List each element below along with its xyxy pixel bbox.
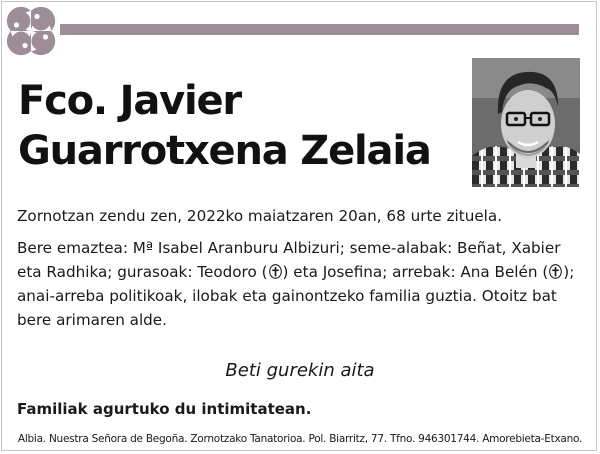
funeral-address: Albia. Nuestra Señora de Begoña. Zornotzako Tanatorioa. Pol. Biarritz, 77. Tfno. 946301744. Amorebieta-Etxano. <box>17 433 583 445</box>
deceased-name-line1: Fco. Javier <box>18 78 241 124</box>
header-accent-bar <box>60 24 579 35</box>
motto-text: Beti gurekin aita <box>225 360 375 381</box>
portrait-photo <box>472 58 580 187</box>
family-text-part1: Bere emaztea: Mª Isabel Aranburu Albizuri; seme-alabak: Beñat, Xabier eta Radhika; gurasoak: Teodoro ( <box>17 239 561 281</box>
lauburu-icon <box>6 6 56 56</box>
farewell-note: Familiak agurtuko du intimitatean. <box>17 400 312 418</box>
family-members-text <box>17 236 577 332</box>
cross-icon <box>549 264 562 279</box>
family-text-part2: ) eta Josefina; arrebak: Ana Belén ( <box>282 263 549 281</box>
cross-icon <box>269 264 282 279</box>
deceased-name-line2: Guarrotxena Zelaia <box>18 128 431 174</box>
death-notice-text: Zornotzan zendu zen, 2022ko maiatzaren 20an, 68 urte zituela. <box>17 207 503 225</box>
family-text-part3: ); anai-arreba politikoak, ilobak eta gainontzeko familia guztia. Otoitz bat bere arimaren alde. <box>17 263 575 329</box>
deceased-name <box>18 76 431 176</box>
